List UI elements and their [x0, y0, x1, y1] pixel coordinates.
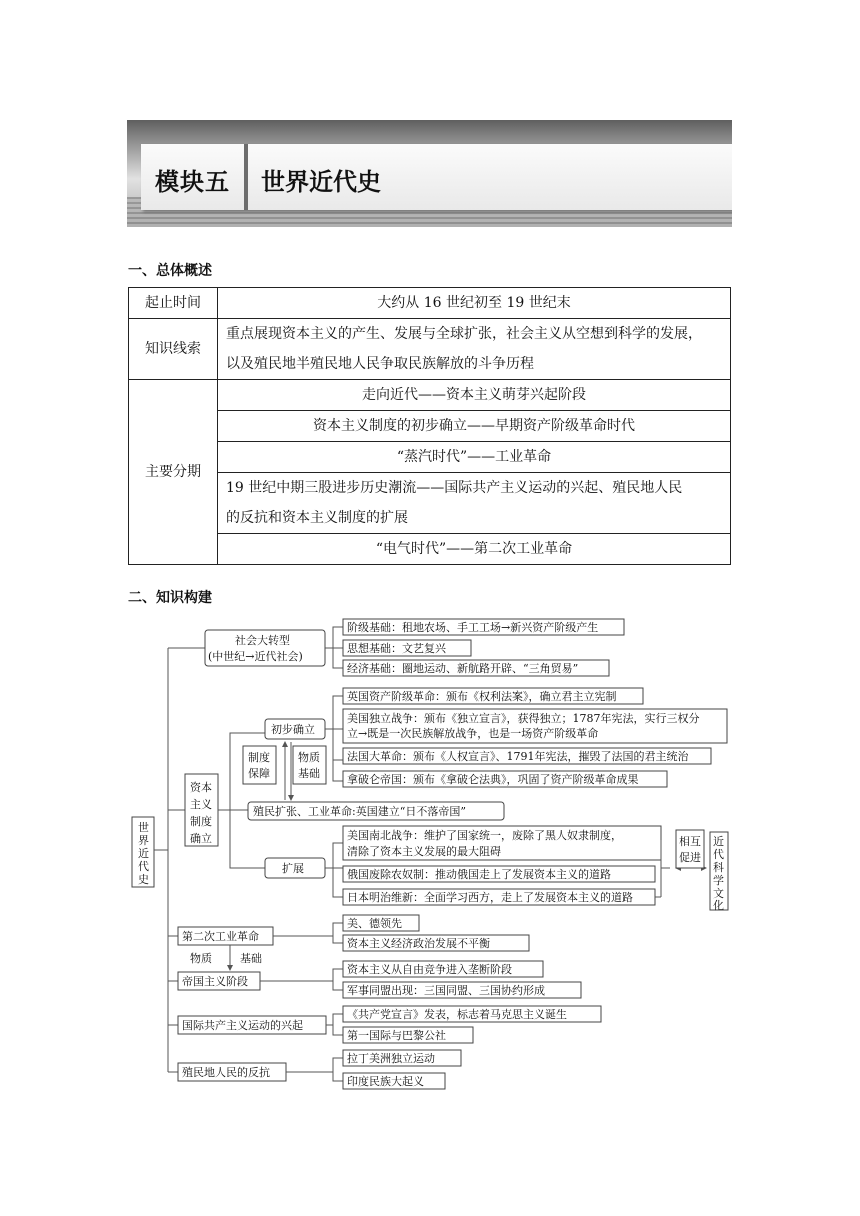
- guarantee-char: 制度: [248, 751, 270, 764]
- communist-label: 国际共产主义运动的兴起: [182, 1019, 303, 1032]
- science-char: 化: [713, 899, 724, 912]
- base-label: 基础: [240, 952, 262, 965]
- resist-label: 殖民地人民的反抗: [182, 1066, 270, 1079]
- communist-item: 《共产党宣言》发表，标志着马克思主义诞生: [347, 1008, 567, 1021]
- connector: [325, 627, 343, 668]
- transform-item: 阶级基础：租地农场、手工工场→新兴资产阶级产生: [347, 621, 599, 634]
- initial-item: 法国大革命：颁布《人权宣言》、1791年宪法，摧毁了法国的君主统治: [347, 750, 689, 763]
- root-char: 史: [138, 873, 149, 886]
- clue-line: 重点展现资本主义的产生、发展与全球扩张，社会主义从空想到科学的发展，: [226, 326, 702, 342]
- science-char: 近: [713, 835, 724, 848]
- initial-item: 立→既是一次民族解放战争，也是一场资产阶级革命: [347, 727, 599, 740]
- expand-item: 日本明治维新：全面学习西方，走上了发展资本主义的道路: [347, 891, 633, 904]
- material-char: 基础: [298, 767, 320, 780]
- connector: [325, 843, 343, 897]
- communist-item: 第一国际与巴黎公社: [347, 1029, 446, 1042]
- imperial-label: 帝国主义阶段: [182, 975, 248, 988]
- connector: [286, 1058, 343, 1081]
- expand-item: 俄国废除农奴制：推动俄国走上了发展资本主义的道路: [347, 868, 611, 881]
- section-heading-knowledge: 二、知识构建: [128, 590, 212, 606]
- initial-item: 美国独立战争：颁布《独立宣言》，获得独立；1787年宪法，实行三权分: [347, 712, 700, 725]
- expand-item: 清除了资本主义发展的最大阻碍: [347, 845, 501, 858]
- initial-label: 初步确立: [271, 723, 315, 736]
- root-char: 近: [138, 847, 149, 860]
- resist-item: 印度民族大起义: [347, 1075, 424, 1088]
- period-item: “电气时代”——第二次工业革命: [218, 534, 731, 565]
- connector: [260, 969, 343, 990]
- period-item: “蒸汽时代”——工业革命: [218, 442, 731, 473]
- science-char: 科: [713, 861, 724, 874]
- module-title: 世界近代史: [261, 168, 381, 196]
- expand-label: 扩展: [282, 862, 304, 875]
- clue-line: 以及殖民地半殖民地人民争取民族解放的斗争历程: [226, 356, 534, 372]
- expand-item: 美国南北战争：维护了国家统一，废除了黑人奴隶制度，: [347, 829, 622, 842]
- period-label: 主要分期: [129, 380, 218, 565]
- period-item: 资本主义制度的初步确立——早期资产阶级革命时代: [218, 411, 731, 442]
- transform-subtitle: (中世纪→近代社会): [208, 650, 303, 663]
- mutual-char: 相互: [679, 835, 701, 848]
- root-char: 代: [138, 860, 149, 873]
- science-char: 文: [713, 887, 724, 900]
- capitalism-char: 主义: [190, 798, 212, 811]
- resist-item: 拉丁美洲独立运动: [347, 1052, 435, 1065]
- transform-item: 思想基础：文艺复兴: [347, 642, 446, 655]
- root-char: 世: [138, 821, 149, 834]
- imperial-item: 资本主义从自由竞争进入垄断阶段: [347, 963, 512, 976]
- material-label: 物质: [190, 952, 212, 965]
- initial-item: 英国资产阶级革命：颁布《权利法案》，确立君主立宪制: [347, 690, 617, 703]
- colonial-label: 殖民扩张、工业革命:英国建立“日不落帝国”: [253, 805, 466, 818]
- science-char: 学: [713, 874, 724, 887]
- imperial-item: 军事同盟出现：三国同盟、三国协约形成: [347, 984, 545, 997]
- second-item: 资本主义经济政治发展不平衡: [347, 937, 490, 950]
- clue-label: 知识线索: [129, 319, 218, 380]
- time-value: 大约从 16 世纪初至 19 世纪末: [218, 288, 731, 319]
- period-item: 走向近代——资本主义萌芽兴起阶段: [218, 380, 731, 411]
- connector: [273, 923, 343, 943]
- transform-item: 经济基础：圈地运动、新航路开辟、“三角贸易”: [347, 662, 579, 675]
- initial-item: 拿破仑帝国：颁布《拿破仑法典》，巩固了资产阶级革命成果: [347, 773, 639, 786]
- connector: [326, 1014, 343, 1035]
- material-char: 物质: [298, 751, 320, 764]
- second-item: 美、德领先: [347, 917, 402, 930]
- section-heading-overview: 一、总体概述: [128, 263, 212, 279]
- period-line: 19 世纪中期三股进步历史潮流——国际共产主义运动的兴起、殖民地人民: [226, 480, 683, 496]
- module-number: 模块五: [155, 168, 230, 196]
- time-label: 起止时间: [129, 288, 218, 319]
- period-line: 的反抗和资本主义制度的扩展: [226, 510, 408, 526]
- guarantee-char: 保障: [248, 767, 270, 780]
- science-char: 代: [713, 848, 724, 861]
- connector: [325, 696, 343, 781]
- transform-title: 社会大转型: [235, 634, 290, 647]
- capitalism-char: 确立: [190, 832, 212, 845]
- capitalism-char: 资本: [190, 781, 212, 794]
- capitalism-char: 制度: [190, 815, 212, 828]
- second-label: 第二次工业革命: [182, 930, 259, 943]
- mutual-char: 促进: [679, 851, 701, 864]
- root-char: 界: [138, 834, 149, 847]
